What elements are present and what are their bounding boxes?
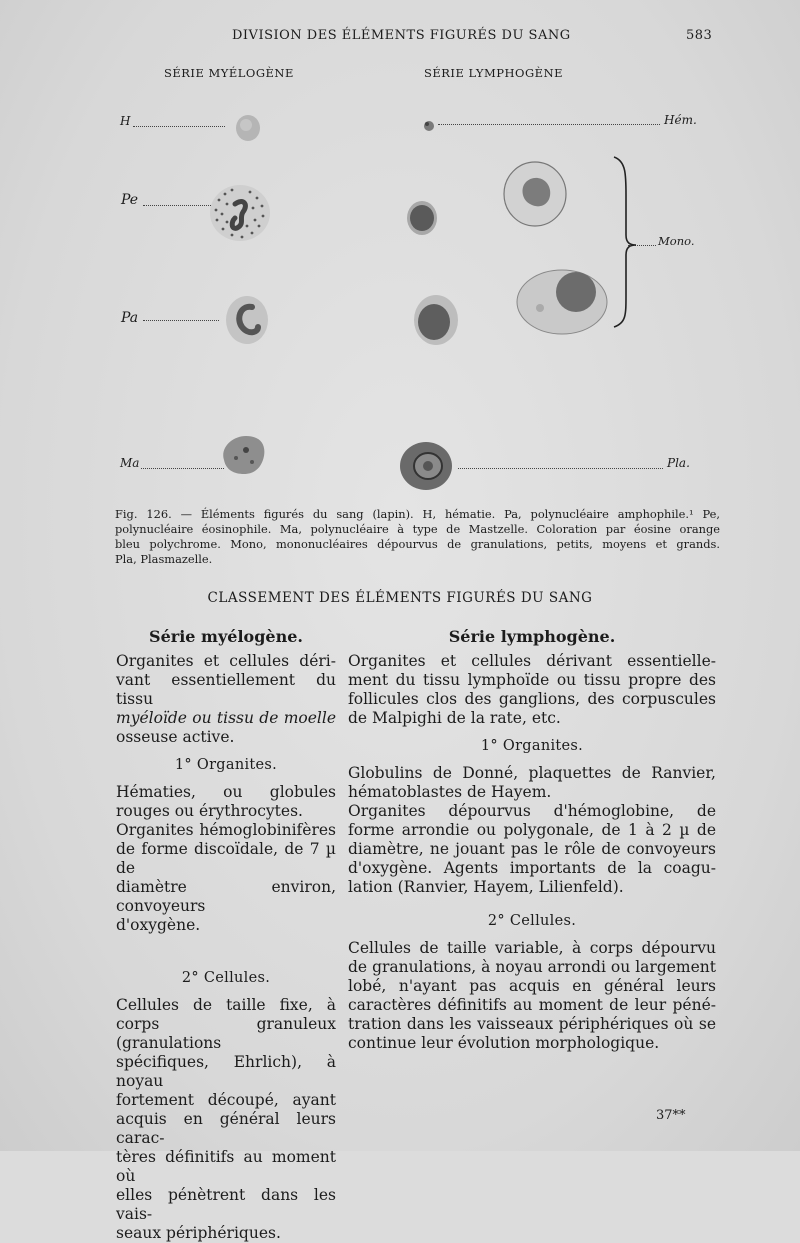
left-intro-line: myéloïde ou tissu de moelle xyxy=(116,709,336,727)
right-intro-line: Organites et cellules dérivant essentielle- xyxy=(348,652,716,670)
label-pla: Pla. xyxy=(667,456,690,470)
left-p2-line: diamètre environ, convoyeurs xyxy=(116,878,336,915)
hematie-cell xyxy=(228,108,268,148)
leader-hem xyxy=(438,124,660,125)
right-intro-line: follicules clos des ganglions, des corpuscules xyxy=(348,690,716,708)
label-pe: Pe xyxy=(121,192,139,208)
right-p3-line: continue leur évolution morphologique. xyxy=(348,1034,660,1052)
right-p1-line: Globulins de Donné, plaquettes de Ranvier, xyxy=(348,764,716,782)
label-hem: Hém. xyxy=(664,113,697,127)
amphophil-cell xyxy=(222,293,272,347)
caption-line: Fig. 126. — Éléments figurés du sang (lapin). H, hématie. Pa, polynucléaire amphophile.¹ Pe, xyxy=(115,507,720,521)
left-p3-line: acquis en général leurs carac- xyxy=(116,1110,336,1147)
signature-mark: 37** xyxy=(656,1108,686,1123)
right-column-title: Série lymphogène. xyxy=(448,627,616,646)
right-p2-line: forme arrondie ou polygonale, de 1 à 2 µ de xyxy=(348,821,716,839)
medium-mononuclear-cell xyxy=(500,158,570,230)
left-p3-line: elles pénètrent dans les vais- xyxy=(116,1186,336,1223)
lymphocyte-cell xyxy=(410,290,462,348)
left-p1-line: rouges ou érythrocytes. xyxy=(116,802,303,820)
left-p1-line: Hématies, ou globules xyxy=(116,783,336,801)
mono-bracket xyxy=(612,155,642,330)
right-p2-line: d'oxygène. Agents importants de la coagu- xyxy=(348,859,716,877)
right-heading-cellules: 2° Cellules. xyxy=(487,913,577,929)
left-intro-line: osseuse active. xyxy=(116,728,235,746)
right-intro-line: de Malpighi de la rate, etc. xyxy=(348,709,561,727)
leader-pa xyxy=(143,320,219,321)
leader-ma xyxy=(141,468,224,469)
left-p2-line: de forme discoïdale, de 7 µ de xyxy=(116,840,336,877)
right-p2-line: lation (Ranvier, Hayem, Lilienfeld). xyxy=(348,878,624,896)
series-left-heading: SÉRIE MYÉLOGÈNE xyxy=(164,66,294,80)
label-mono: Mono. xyxy=(658,234,695,248)
left-p3-line: tères définitifs au moment où xyxy=(116,1148,336,1185)
platelet-cell xyxy=(418,115,440,137)
left-heading-organites: 1° Organites. xyxy=(174,757,278,773)
left-p2-line: Organites hémoglobinifères xyxy=(116,821,336,839)
right-p3-line: Cellules de taille variable, à corps dépourvu xyxy=(348,939,716,957)
caption-line: Pla, Plasmazelle. xyxy=(115,552,213,566)
running-header: DIVISION DES ÉLÉMENTS FIGURÉS DU SANG xyxy=(232,28,571,43)
right-p3-line: lobé, n'ayant pas acquis en général leurs xyxy=(348,977,716,995)
left-column-title: Série myélogène. xyxy=(149,627,303,646)
page-number: 583 xyxy=(686,28,713,43)
leader-h xyxy=(133,126,225,127)
series-right-heading: SÉRIE LYMPHOGÈNE xyxy=(424,66,564,80)
figure-caption xyxy=(115,507,720,567)
eosinophil-cell xyxy=(205,180,275,246)
right-p3-line: caractères définitifs au moment de leur péné- xyxy=(348,996,716,1014)
large-mononuclear-cell xyxy=(510,262,610,338)
left-p3-line: Cellules de taille fixe, à xyxy=(116,996,336,1014)
leader-pla xyxy=(458,468,663,469)
left-p3-line: spécifiques, Ehrlich), à noyau xyxy=(116,1053,336,1090)
left-heading-cellules: 2° Cellules. xyxy=(181,970,271,986)
mastzelle-cell xyxy=(216,430,270,480)
left-intro-line: vant essentiellement du tissu xyxy=(116,671,336,708)
label-pa: Pa xyxy=(121,310,139,326)
plasma-cell xyxy=(398,440,454,492)
caption-line: bleu polychrome. Mono, mononucléaires dépourvus de granulations, petits, moyens et grands. xyxy=(115,537,720,551)
right-p1-line: hématoblastes de Hayem. xyxy=(348,783,552,801)
label-ma: Ma xyxy=(120,456,140,470)
left-p3-line: seaux périphériques. xyxy=(116,1224,281,1242)
right-p3-line: de granulations, à noyau arrondi ou largement xyxy=(348,958,716,976)
caption-line: polynucléaire éosinophile. Ma, polynucléaire à type de Mastzelle. Coloration par éosine orange xyxy=(115,522,720,536)
left-p3-line: fortement découpé, ayant xyxy=(116,1091,336,1109)
right-heading-organites: 1° Organites. xyxy=(480,738,584,754)
label-h: H xyxy=(120,114,131,128)
left-p2-line: d'oxygène. xyxy=(116,916,201,934)
right-p2-line: Organites dépourvus d'hémoglobine, de xyxy=(348,802,716,820)
right-intro-line: ment du tissu lymphoïde ou tissu propre des xyxy=(348,671,716,689)
right-column xyxy=(348,627,716,1053)
right-p2-line: diamètre, ne jouant pas le rôle de convoyeurs xyxy=(348,840,716,858)
left-intro-line: Organites et cellules déri- xyxy=(116,652,336,670)
section-title: CLASSEMENT DES ÉLÉMENTS FIGURÉS DU SANG xyxy=(207,590,593,606)
left-p3-line: corps granuleux (granulations xyxy=(116,1015,336,1052)
right-p3-line: tration dans les vaisseaux périphériques où se xyxy=(348,1015,716,1033)
small-mononuclear-cell xyxy=(404,198,440,238)
